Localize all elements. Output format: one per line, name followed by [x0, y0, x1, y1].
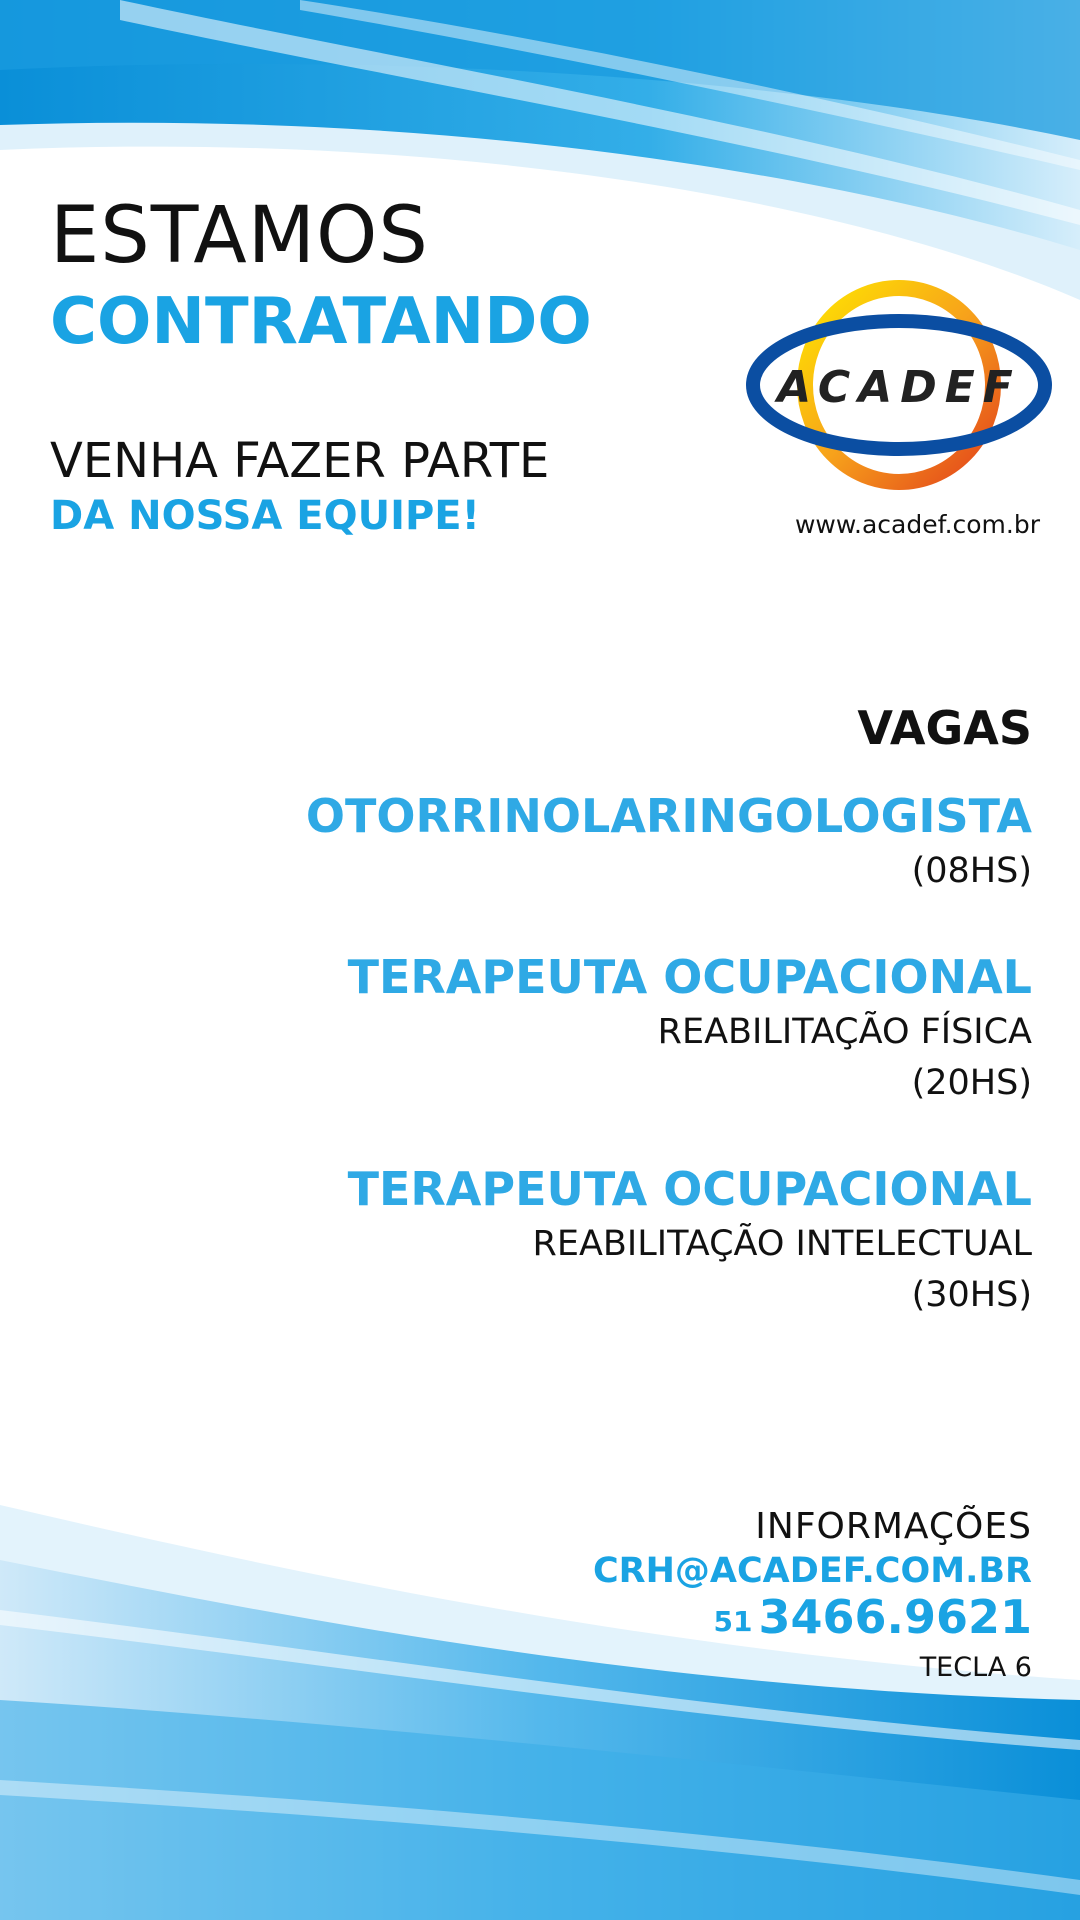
- tagline-line1: VENHA FAZER PARTE: [50, 433, 550, 489]
- contact-phone[interactable]: [332, 1592, 1032, 1653]
- job-item: [132, 786, 1032, 897]
- job-item: [132, 1159, 1032, 1321]
- contact-info: [332, 1504, 1032, 1683]
- job-item: [132, 947, 1032, 1109]
- headline: [50, 190, 592, 362]
- logo-text: ACADEF: [777, 362, 1021, 413]
- job-title: OTORRINOLARINGOLOGISTA: [305, 789, 1032, 843]
- website-link[interactable]: www.acadef.com.br: [794, 510, 1040, 539]
- job-title: TERAPEUTA OCUPACIONAL: [347, 950, 1032, 1004]
- phone-number: 3466.9621: [758, 1590, 1032, 1644]
- phone-prefix: 51: [713, 1605, 753, 1638]
- job-detail: REABILITAÇÃO INTELECTUAL: [532, 1224, 1032, 1264]
- jobs-section: [132, 700, 1032, 1371]
- phone-extension: TECLA 6: [919, 1652, 1032, 1683]
- job-title: TERAPEUTA OCUPACIONAL: [347, 1162, 1032, 1216]
- jobs-title: VAGAS: [857, 701, 1032, 755]
- job-hours: (30HS): [911, 1275, 1032, 1315]
- tagline: [50, 432, 549, 542]
- acadef-logo: [744, 280, 1054, 495]
- info-label: INFORMAÇÕES: [755, 1506, 1032, 1547]
- headline-line2: CONTRATANDO: [50, 285, 592, 359]
- job-hours: (08HS): [911, 851, 1032, 891]
- job-detail: REABILITAÇÃO FÍSICA: [657, 1012, 1032, 1052]
- tagline-line2: DA NOSSA EQUIPE!: [50, 493, 480, 539]
- contact-email[interactable]: CRH@ACADEF.COM.BR: [592, 1551, 1032, 1591]
- headline-line1: ESTAMOS: [50, 191, 429, 281]
- job-hours: (20HS): [911, 1063, 1032, 1103]
